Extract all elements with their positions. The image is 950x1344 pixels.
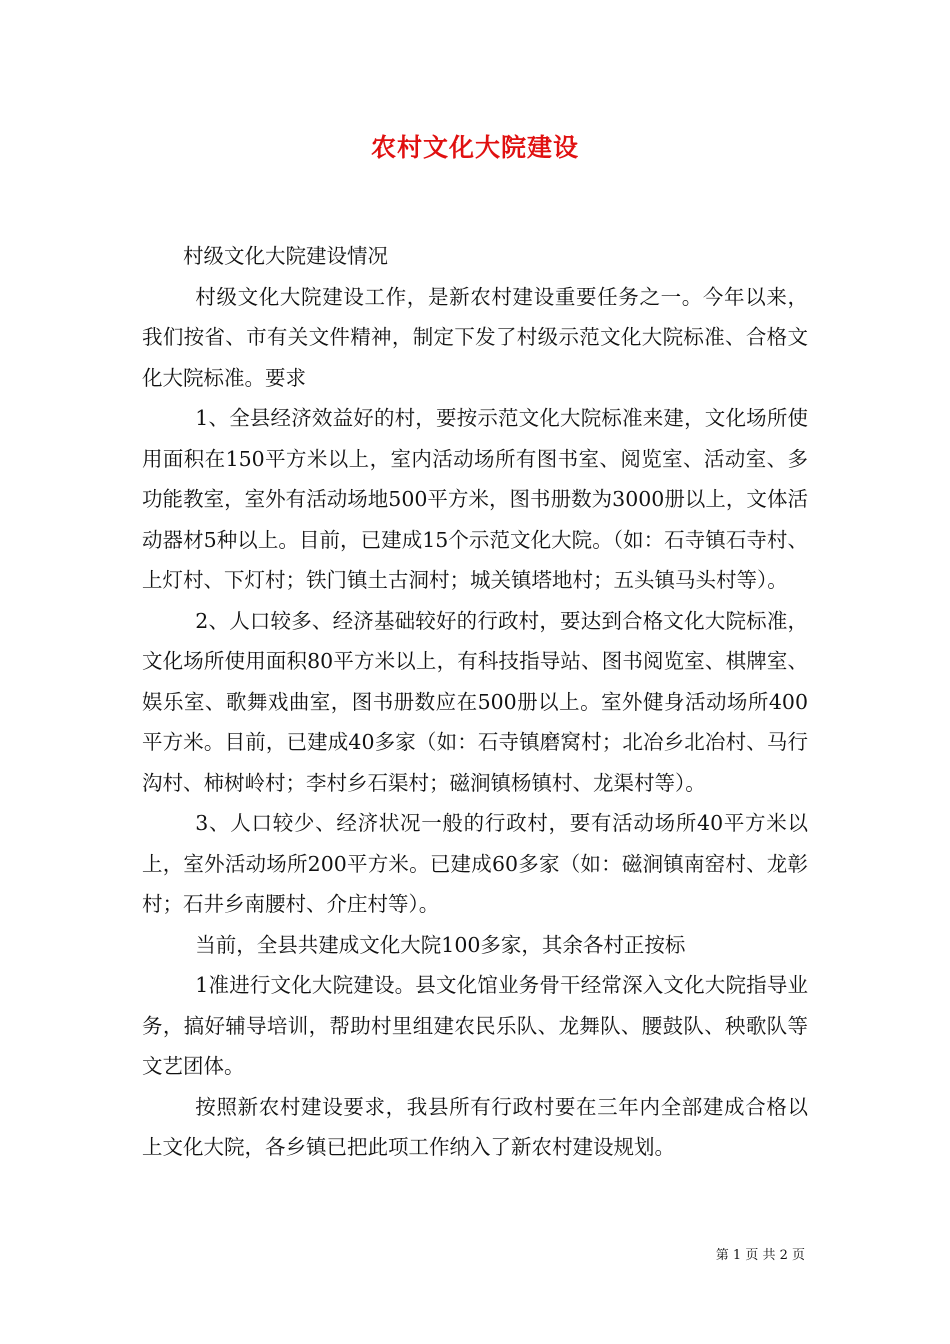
- page-number: 第 1 页 共 2 页: [715, 1248, 805, 1263]
- paragraph-item-3: 3、人口较少、经济状况一般的行政村，要有活动场所40平方米以上，室外活动场所200平方米。已建成60多家（如：磁涧镇南窑村、龙彰村；石井乡南腰村、介庄村等）。: [142, 811, 808, 916]
- paragraph-item-1: 1、全县经济效益好的村，要按示范文化大院标准来建，文化场所使用面积在150平方米以上，室内活动场所有图书室、阅览室、活动室、多功能教室，室外有活动场地500平方米，图书册数为3000册以上，文体活动器材5种以上。目前，已建成15个示范文化大院。（如：石寺镇石寺村、上灯村、下灯村；铁门镇土古洞村；城关镇塔地村；五头镇马头村等）。: [142, 406, 808, 592]
- paragraph-subtitle: 村级文化大院建设情况: [183, 244, 388, 268]
- document-body: [142, 236, 808, 1168]
- paragraph-item-2: 2、人口较多、经济基础较好的行政村，要达到合格文化大院标准，文化场所使用面积80平方米以上，有科技指导站、图书阅览室、棋牌室、娱乐室、歌舞戏曲室，图书册数应在500册以上。室外健身活动场所400平方米。目前，已建成40多家（如：石寺镇磨窝村；北冶乡北冶村、马行沟村、柿树岭村；李村乡石渠村；磁涧镇杨镇村、龙渠村等）。: [142, 608, 808, 795]
- paragraph-guidance: 1准进行文化大院建设。县文化馆业务骨干经常深入文化大院指导业务，搞好辅导培训，帮助村里组建农民乐队、龙舞队、腰鼓队、秧歌队等文艺团体。: [142, 973, 808, 1078]
- paragraph-plan: 按照新农村建设要求，我县所有行政村要在三年内全部建成合格以上文化大院，各乡镇已把此项工作纳入了新农村建设规划。: [142, 1094, 808, 1159]
- document-title: 农村文化大院建设: [370, 133, 579, 162]
- paragraph-intro: 村级文化大院建设工作，是新农村建设重要任务之一。今年以来，我们按省、市有关文件精神，制定下发了村级示范文化大院标准、合格文化大院标准。要求: [142, 284, 808, 390]
- paragraph-current: 当前，全县共建成文化大院100多家，其余各村正按标: [195, 932, 686, 957]
